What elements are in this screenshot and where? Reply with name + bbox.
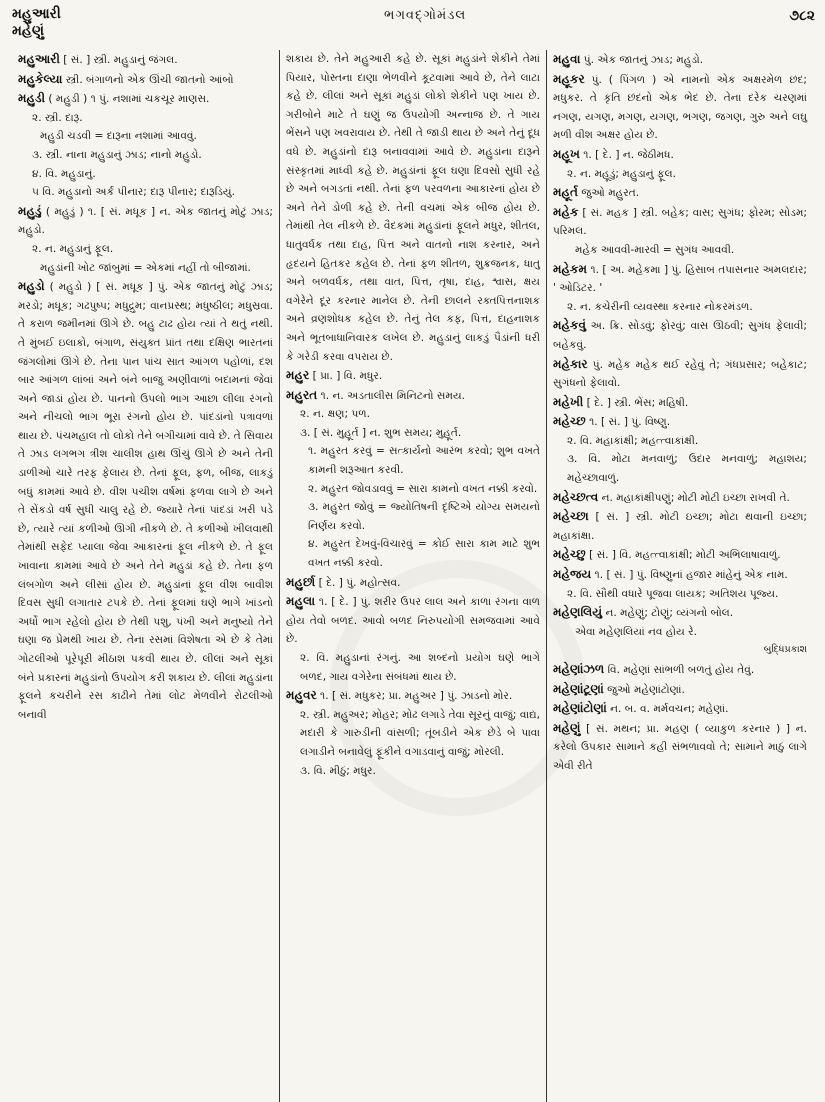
entry-sense <box>553 641 807 660</box>
entry-sense <box>18 183 273 202</box>
headword: મહેચ્છુ <box>553 547 586 562</box>
column-2 <box>279 50 546 1102</box>
entry-sense <box>286 762 540 781</box>
dictionary-entry <box>18 202 273 240</box>
headword: મહેચ્છા <box>553 509 589 524</box>
definition-text: ૨. વિ. મહુડાનાં રંગનું. આ શબ્દનો પ્રયોગ ઘણે ભાગે બળદ, ગાય વગેરેના સંબંધમાં થાય છે. <box>300 652 540 683</box>
definition-text: ૫ વિ. મહુડાનો અર્ક પીનાર; દારૂ પીનાર; દારૂડિયું. <box>32 186 235 199</box>
definition-text: ૪. મહુરત દેખવું-વિચારવું = કોઈ સારા કામ માટે શુભ વખત નક્કી કરવો. <box>308 538 540 570</box>
definition-text: ન. બ. વ. મર્મવચન; મહેણાં. <box>606 703 729 716</box>
entry-sense <box>286 405 540 424</box>
running-title: ભગવદ્ગોમંડલ <box>384 8 467 23</box>
definition-text: અ. ક્રિ. સોડવું; ફોરવું; વાસ ઊઠવી; સુગંધ ફેલાવી; બહેકવું. <box>553 320 807 351</box>
entry-sense <box>286 442 540 479</box>
column-1 <box>12 50 279 1102</box>
dictionary-entry <box>553 565 807 585</box>
dictionary-entry <box>18 50 273 70</box>
headword: મહેણાંઝળ <box>553 662 605 676</box>
entry-sense <box>286 649 540 686</box>
headword: મહુર <box>286 368 310 383</box>
definition-text: પું. ( પિંગળ ) એ નામનો એક અક્ષરમેળ છંદ; મધુકર. તે કૃતિ છંદનો એક ભેદ છે. તેના દરેક ચરણમાં નગણ, યગણ, મગણ, યગણ, ભગણ, જગણ, ગુરુ અને લઘુ મળી વીશ અક્ષર હોય છે. <box>553 73 807 142</box>
headword: મહુકેલ્યા <box>18 71 63 86</box>
definition-text: મહેક આવવી-મારવી = સુગંધ આવવી. <box>575 243 735 256</box>
definition-text: ૨. ન. મહુડાનું ફૂલ. <box>32 242 114 255</box>
dictionary-entry <box>553 260 807 298</box>
columns <box>12 50 815 1102</box>
dictionary-entry <box>553 507 807 545</box>
definition-text: [ સં. ] વિ. મહત્ત્વાકાંક્ષી; મોટી અભિલાષાવાળું. <box>585 549 781 562</box>
dictionary-entry <box>18 277 273 724</box>
dictionary-entry <box>286 366 540 386</box>
page-number: ૭૮૨ <box>789 8 815 24</box>
entry-sense <box>553 298 807 317</box>
definition-text: [ સં. ] સ્ત્રી. મહુડાનું જંગલ. <box>59 54 178 66</box>
entry-sense <box>18 109 273 128</box>
definition-text: [ સં. મથન; પ્રા. મહણ ( વ્યાકુળ કરનાર ) ] ન. કરેલો ઉપકાર સામાને કહી સંભળાવવો તે; સામાને માઠું લાગે એવી રીતે <box>553 722 807 772</box>
column-3 <box>546 50 813 1102</box>
dictionary-entry <box>553 355 807 393</box>
headword: મહેણાંટૂણાં <box>553 681 604 696</box>
headword: મહેચ્છત્વ <box>553 489 599 504</box>
definition-text: સ્ત્રી. બંગાળનો એક ઊંચી જાતનો આંબો <box>62 73 234 86</box>
entry-sense <box>553 585 807 604</box>
dictionary-entry <box>286 592 540 649</box>
dictionary-entry <box>286 573 540 593</box>
headword: મહૂર્ત <box>553 185 578 200</box>
definition-text: ૧. [ સં. ] પું. વિષ્ણુ. <box>585 416 671 429</box>
definition-text: ૪. વિ. મહુડાનું. <box>32 167 96 180</box>
headword: મહેણું <box>553 720 581 735</box>
headword: મહેકવું <box>553 318 586 333</box>
definition-text: ( મહુડું ) ૧. [ સં. મધૂક ] ન. એક જાતનું મોટું ઝાડ; મહુડો. <box>18 205 273 237</box>
definition-text: ( મહુડી ) ૧ પું. નશામાં ચકચૂર માણસ. <box>45 93 210 106</box>
entry-sense <box>18 259 273 278</box>
dictionary-entry <box>18 70 273 90</box>
definition-text: ૧. [ સં. મધુકર; પ્રા. મહુઅર ] પું. ઝાડનો મોર. <box>316 690 513 703</box>
definition-text: જુઓ મહેણાંટોણાં. <box>603 683 685 696</box>
entry-sense <box>286 424 540 443</box>
headword: મહેણાંટોણાં <box>553 701 607 716</box>
entry-sense <box>553 241 807 260</box>
definition-text: ૨. ન. મહૂડું; મહુડાનું ફૂલ. <box>567 167 676 180</box>
dictionary-entry <box>553 680 807 700</box>
headword: મહુડું <box>18 203 42 218</box>
headword: મહેખી <box>553 394 584 409</box>
definition-text: ૩. વિ. મીઠું; મધુર. <box>300 764 376 777</box>
entry-sense <box>18 127 273 146</box>
definition-text: ૨. સ્ત્રી. મહુઅર; મોહર; મોઢ લગાડે તેવા સૂરનું વાજું; વાદ્ય, મદારી કે ગારુડીની વાંસળી; તૂંબડીને એક છેડે બે પાવા લગાડીને બનાવેલું ફૂંકીને વગાડવાનું વાજું; મોરલી. <box>300 708 540 758</box>
definition-text: ૨. વિ. સૌથી વધારે પૂજવા લાયક; અતિશય પૂજ્ય. <box>567 587 779 600</box>
headword: મહેક <box>553 204 579 219</box>
headword: મહૂકર <box>553 71 585 86</box>
dictionary-entry <box>553 603 807 623</box>
dictionary-entry <box>553 488 807 508</box>
dictionary-entry <box>553 203 807 241</box>
dictionary-entry <box>553 412 807 432</box>
dictionary-entry <box>553 660 807 680</box>
definition-text: એવા મહેણલિયાં નવ હોય રે. <box>575 625 697 638</box>
definition-text: ૨. ન. કચેરીની વ્યવસ્થા કરનાર નોકરમંડળ. <box>567 300 753 313</box>
definition-text: [ સં. મહક ] સ્ત્રી. બહેક; વાસ; સુગંધ; ફોરમ; સોડમ; પરિમલ. <box>553 206 807 238</box>
definition-text: બુદ્ધિપ્રકાશ <box>763 644 807 656</box>
page-header <box>12 6 815 50</box>
entry-sense <box>286 706 540 762</box>
definition-text: ૧. [ સં. ] પું. વિષ્ણુનાં હજાર માંહેનું એક નામ. <box>591 569 788 582</box>
dictionary-entry <box>553 393 807 413</box>
headword: મહેચ્છ <box>553 414 586 429</box>
definition-text: ૧. [ દે. ] પું. શરીર ઉપર લાલ અને કાળા રંગના વાળ હોય તેવો બળદ. આવો બળદ નિરુપયોગી સમજવામાં આવે છે. <box>286 596 540 646</box>
definition-text: ૨. વિ. મહાકાંક્ષી; મહત્ત્વાકાંક્ષી. <box>567 434 699 447</box>
dictionary-entry <box>553 183 807 203</box>
dictionary-entry <box>18 89 273 109</box>
entry-sense <box>286 535 540 572</box>
headword: મહુડી <box>18 91 46 106</box>
definition-text: [ દે. ] સ્ત્રી. ભેંસ; મહિષી. <box>583 396 689 409</box>
entry-sense <box>286 50 540 366</box>
headword: મહુઆરી <box>18 52 60 66</box>
entry-sense <box>18 240 273 259</box>
definition-text: ૩. વિ. મોટા મનવાળું; ઉદાર મનવાળું; મહાશય; મહેચ્છાવાળું. <box>567 453 807 485</box>
dictionary-entry <box>553 70 807 145</box>
dictionary-entry <box>553 316 807 354</box>
definition-text: મહુડી ચડવી = દારૂના નશામાં આવવું. <box>40 130 197 143</box>
definition-text: ન. મહાકાંક્ષીપણું; મોટી મોટી ઇચ્છા રાખવી તે. <box>598 491 790 504</box>
definition-text: ૧. [ અ. મહેકમા ] પું. હિસાબ તપાસનાર અમલદાર; ' ઓડિટર. ' <box>553 263 807 295</box>
definition-text: પું. મહેક મહેક થઈ રહેવું તે; ગંધપ્રસાર; બહેકાટ; સુગંધનો ફેલાવો. <box>553 358 807 390</box>
definition-text: પું. એક જાતનું ઝાડ; મહુડો. <box>580 54 704 66</box>
headword: મહુલા <box>286 594 316 609</box>
definition-text: શકાય છે. તેને મહુઆરી કહે છે. સૂકાં મહુડાંને શેકીને તેમાં પિયાર, પોસ્તના દાણા ભેળવીને કૂટવામાં આવે છે, તેને લાટા કહે છે. લીલાં અને સૂકાં મહુડાં લોકો શેકીને પણ ખાય છે. ગરીબોને માટે તે ઘણું જ ઉપયોગી અન્નાજ છે. તે ગાય ભેંસને પણ ખવરાવાય છે. તેથી તે જાડી થાય છે અને તેનું દૂધ વધે છે. મહુડાંનો દારૂ બનાવવામાં આવે છે. મહુડાંના દારૂને સંસ્કૃતમાં માધ્વી કહે છે. મહુડાંનાં ફૂલ ઘણા દિવસો સુધી રહે છે અને બગડતાં નથી. તેનાં ફળ પરવળના આકારનાં હોય છે અને તેને ડોળી કહે છે. તેની વચમાં એક બીજ હોય છે. તેમાંથી તેલ નીકળે છે. વૈદકમાં મહુડાંનાં ફૂલને મધુર, શીતલ, ધાતુવર્ધક તથા દાહ, પિત્ત અને વાતનો નાશ કરનાર, અને હૃદયને હિતકર કહેલ છે. તેનાં ફળ શીતળ, શુક્રજનક, ધાતુ અને બળવર્ધક, તથા વાત, પિત્ત, તૃષા, દાહ, શ્વાસ, ક્ષય વગેરેને દૂર કરનાર માનેલ છે. તેની છાલને રક્તપિત્તનાશક અને વ્રણશોધક કહેલ છે. તેનું તેલ કફ, પિત્ત, દાહનાશક અને ભૂતબાધાનિવારક લખેલ છે. મહુડાનું લાકડું પૈડાંની ધરી કે ગરેડી કરવા વપરાય છે. <box>286 53 540 363</box>
definition-text: ૨. ન. ક્ષણ; પળ. <box>300 408 370 421</box>
entry-sense <box>553 623 807 642</box>
headword: મહેણલિયું <box>553 605 603 620</box>
definition-text: ( મહુડો ) [ સં. મધૂક ] પું. એક જાતનું મોટું ઝાડ; મરડો; મધૂક; ગઢપુષ્પ; મધુદ્રુમ; વાનપ્રસ્થ; મધુષ્ઠીલ; મધુસ્રવા. તે કરાળ જમીનમાં ઊગે છે. બહુ ટાઢ હોય ત્યાં તે થતું નથી. તે મુંબઈ ઇલાકો, બંગાળ, સંયુક્ત પ્રાંત તથા દક્ષિણ ભારતનાં જંગલોમાં ઊગે છે. તેના પાન પાંચ સાત આંગળ પહોળાં, દશ બાર આંગળ લાંબાં અને બંને બાજુ અણીવાળાં બદામનાં જેવાં અને જાડાં હોય છે. પાનનો ઉપલો ભાગ આછા લીલા રંગનો અને નીચલો ભાગ ભૂરા રંગનો હોય છે. પાંદડાંનો પત્રાવળાં થાય છે. પંચમહાલ તો લોકો તેને બગીચામાં વાવે છે. તે સિવાય તે ઝાડ લગભગ ત્રીશ ચાલીશ હાથ ઊંચું ઊગે છે અને તેની ડાળીઓ ચારે તરફ ફેલાય છે. તેનાં ફૂલ, ફળ, બીજ, લાકડું બધું કામમાં આવે છે. વીશ પચીશ વર્ષમાં ફળવા લાગે છે અને તે સેંકડો વર્ષ સુધી ચાલુ રહે છે. જ્યારે તેનાં પાંદડાં ખરી પડે છે, ત્યારે ત્યાં કળીઓ ઊગી નીકળે છે. તે કળીઓ ખીલવાથી તેમાંથી સફેદ પ્યાલા જેવા આકારનાં ફૂલ નીકળે છે. તે ફૂલ ખાવાના કામમાં આવે છે અને તેને મહુડાં કહે છે. તેના ફળ લંબગોળ અને લીસાં હોય છે. મહુડાંનાં ફૂલ વીશ બાવીશ દિવસ સુધી લગાતાર ટપકે છે. તેનાં ફૂલમાં ઘણે ભાગે ખાંડનો અર્ધો ભાગ રહેલો હોય છે તેથી પશુ, પંખી અને મનુષ્યો તેને ઘણા જ પ્રેમથી ખાય છે. તેના રસમાં વિશેષતા એ છે કે તેમાં ગોટલીઓ પૂરેપૂરી મીઠાશ પકવી થાય છે. લીલાં અને સૂકાં બંને પ્રકારનાં મહુડાંનો ઉપયોગ કરી શકાય છે. લીલાં મહુડાંના ફૂલને કચરીને રસ કાઢીને તેમાં લોટ મેળવીને રોટલીઓ બનાવી <box>18 281 273 721</box>
entry-sense <box>286 498 540 535</box>
dictionary-entry <box>553 699 807 719</box>
entry-sense <box>18 165 273 184</box>
definition-text: ૧. [ દે. ] ન. જેઠીમધ. <box>579 148 674 161</box>
dictionary-entry <box>553 145 807 165</box>
headword: મહૂખ <box>553 146 580 161</box>
definition-text: ૩. [ સં. મુહૂર્ત ] ન. શુભ સમય; મુહૂર્ત. <box>300 426 462 439</box>
dictionary-entry <box>553 719 807 776</box>
headword: મહુડો <box>18 279 45 294</box>
headword: મહેજય <box>553 567 592 582</box>
entry-sense <box>553 165 807 184</box>
headword: મહુવર <box>286 688 317 703</box>
headword: મહેકમ <box>553 261 587 276</box>
entry-sense <box>553 450 807 487</box>
definition-text: જુઓ મહુરત. <box>577 187 640 200</box>
headword: મહુવા <box>553 52 581 66</box>
headword: મહુરત <box>286 387 318 402</box>
entry-sense <box>18 146 273 165</box>
definition-text: ૨. મહુરત જોવડાવવું = સારા કામનો વખત નક્કી કરવો. <box>308 482 538 495</box>
entry-sense <box>286 480 540 499</box>
definition-text: ન. મહેણું; ટોણું; વ્યંગનો બોલ. <box>602 607 734 620</box>
definition-text: ૩. સ્ત્રી. નાના મહુડાનું ઝાડ; નાનો મહુડો. <box>32 148 202 161</box>
entry-sense <box>553 432 807 451</box>
definition-text: [ પ્રા. ] વિ. મધુર. <box>309 370 383 383</box>
definition-text: વિ. મહેણાં સાંભળી બળતું હોય તેવું. <box>604 664 755 676</box>
definition-text: ૧. ન. અડતાલીસ મિનિટનો સમય. <box>317 389 466 402</box>
dictionary-entry <box>553 545 807 565</box>
dictionary-entry <box>286 386 540 406</box>
definition-text: ૧. મહુરત કરવું = સત્કાર્યનો આરંભ કરવો; શુભ વખતે કામની શરૂઆત કરવી. <box>308 445 540 477</box>
headword: મહેકાર <box>553 356 588 371</box>
headword: મહુર્છા <box>286 574 316 589</box>
definition-text: [ સં. ] સ્ત્રી. મોટી ઇચ્છા; મોટા થવાની ઇચ્છા; મહાકાંક્ષા. <box>553 511 807 542</box>
dictionary-entry <box>553 50 807 70</box>
definition-text: [ દે. ] પું. મહોત્સવ. <box>315 576 401 589</box>
guide-words: મહુઆરી મહેણું <box>12 6 61 39</box>
definition-text: ૩. મહુરત જોવું = જ્યોતિષની દૃષ્ટિએ યોગ્ય સમયનો નિર્ણય કરવો. <box>308 501 540 532</box>
definition-text: ૨. સ્ત્રી. દારૂ. <box>32 111 83 124</box>
definition-text: મહુડાંની ખોટ જાંબુમાં = એકમાં નહીં તો બીજામાં. <box>40 261 251 274</box>
dictionary-entry <box>286 686 540 706</box>
